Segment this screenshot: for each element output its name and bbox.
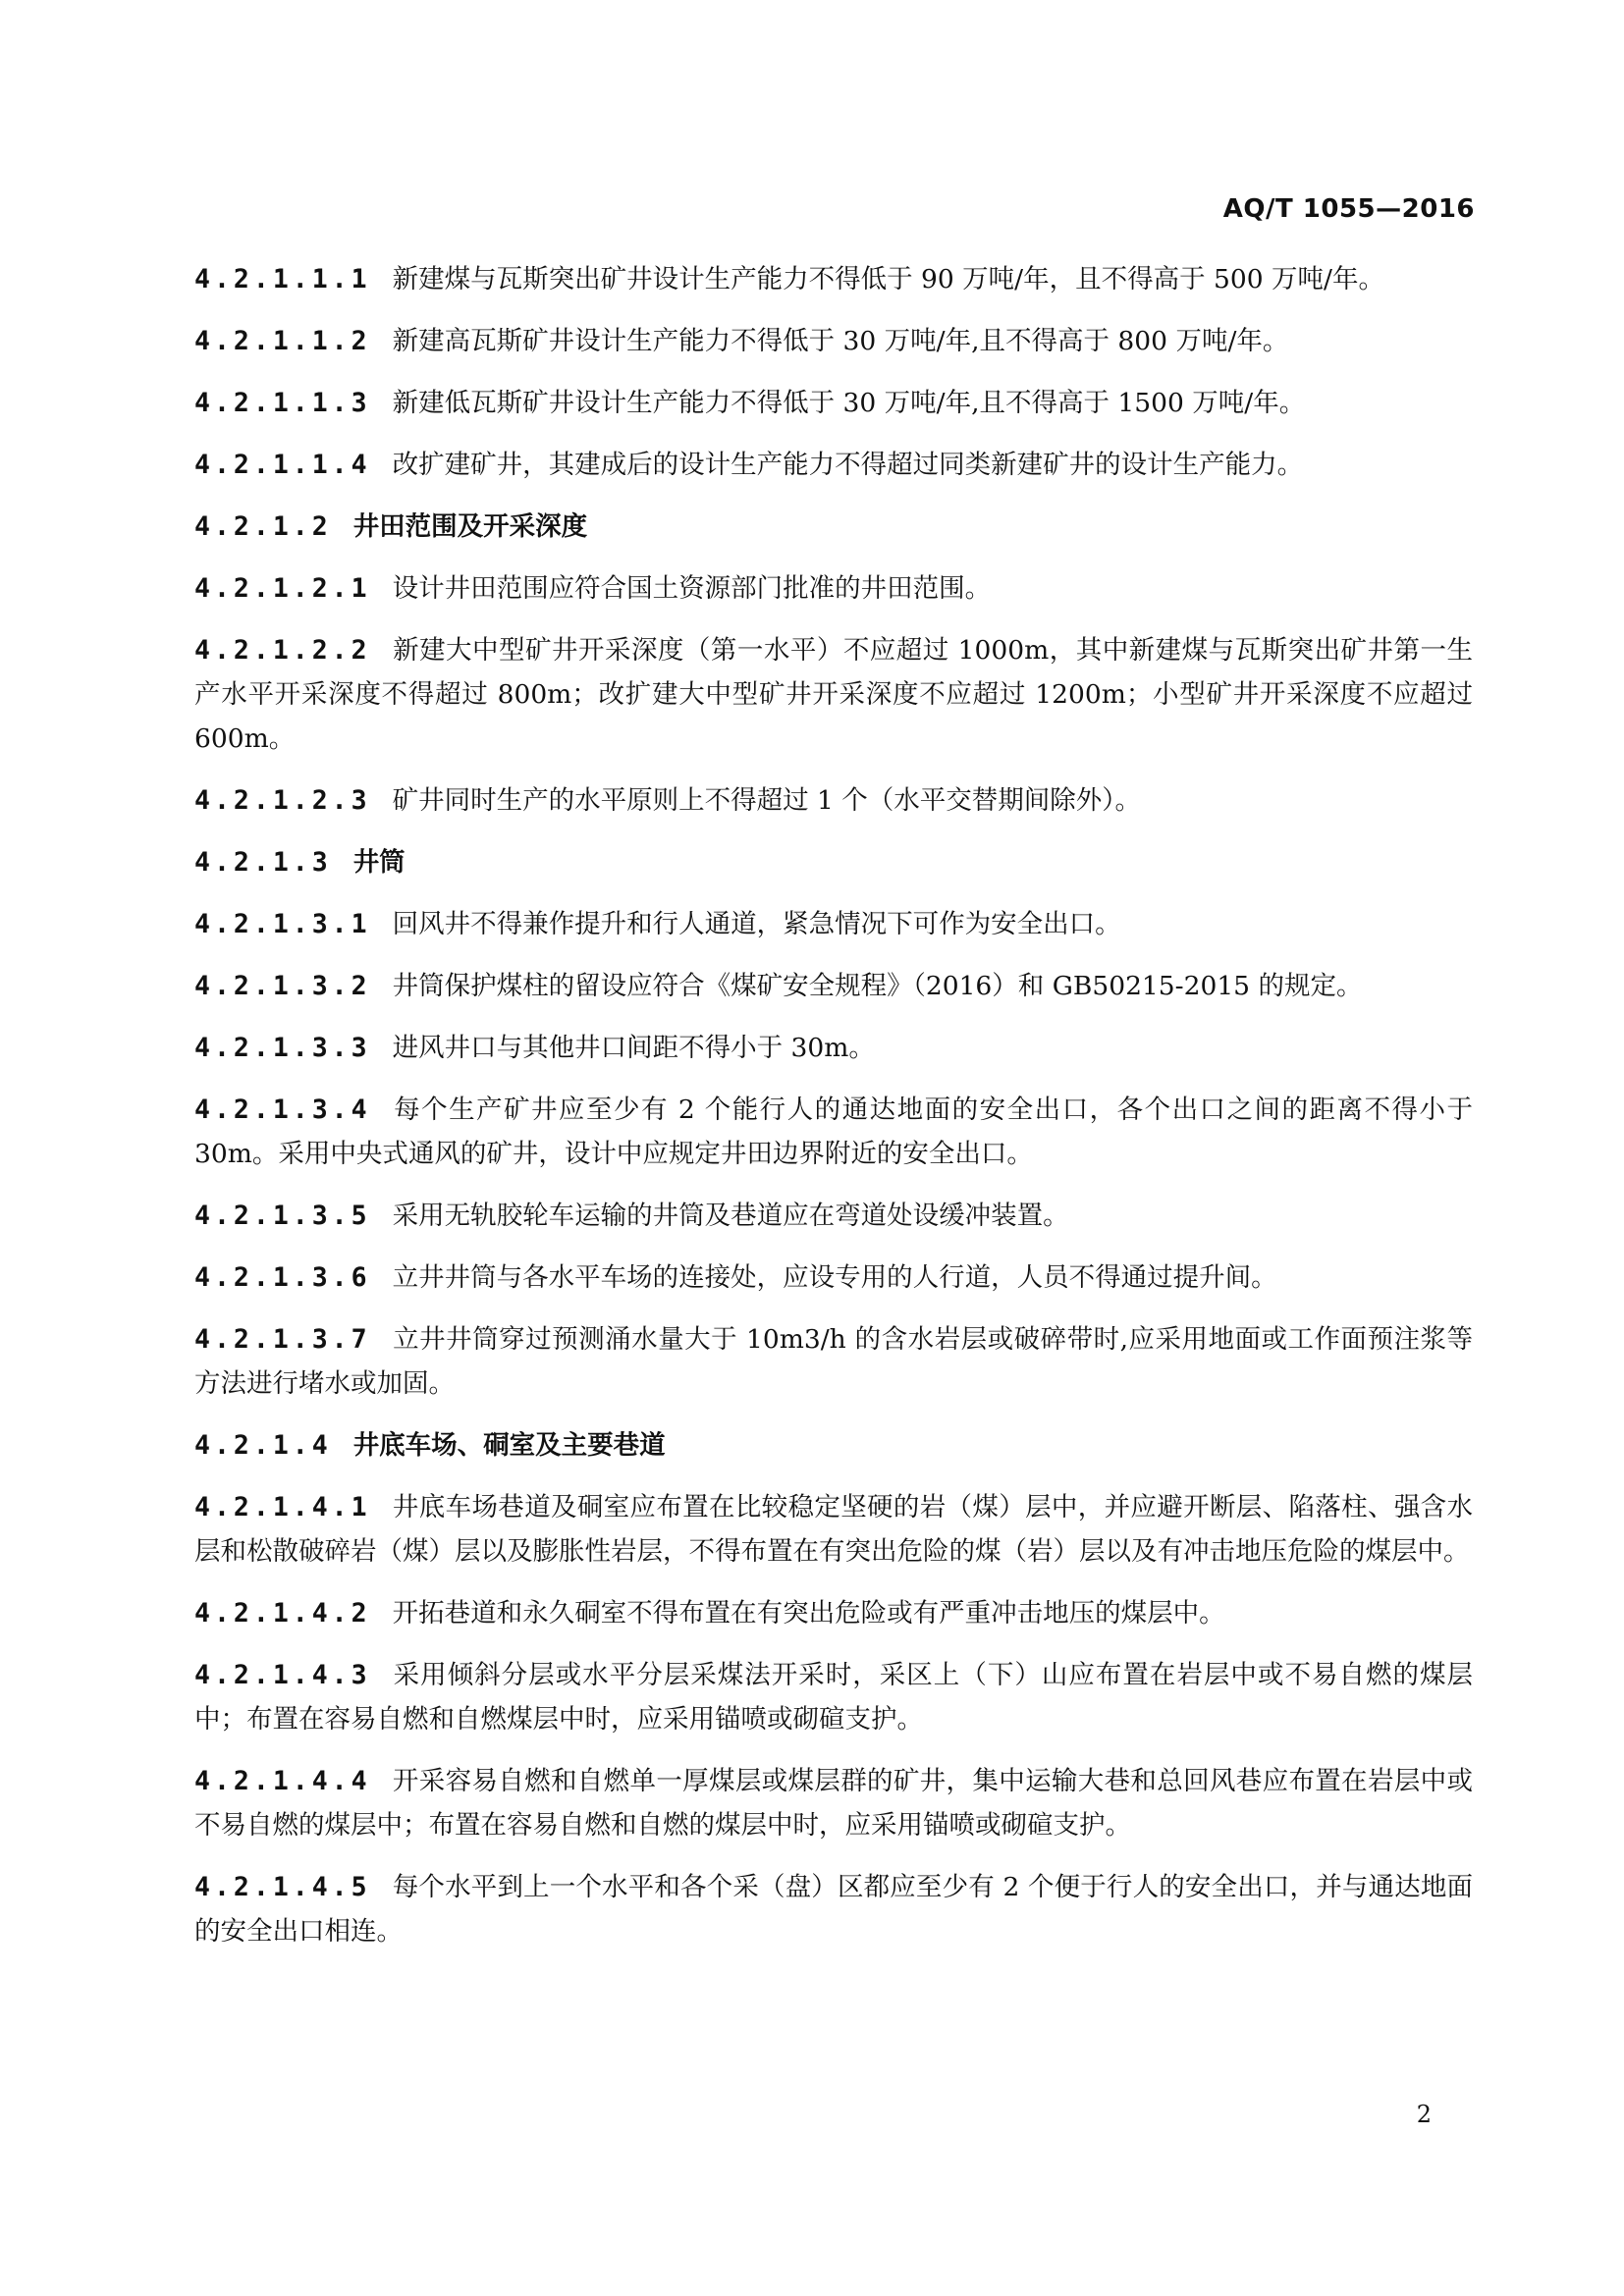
clause-text: 每个水平到上一个水平和各个采（盘）区都应至少有 2 个便于行人的安全出口，并与通达地面的安全出口相连。 [194,1872,1473,1947]
clause-4-2-1-3-2 [194,964,1473,1008]
clause-text: 矿井同时生产的水平原则上不得超过 1 个（水平交替期间除外）。 [392,785,1142,816]
clause-number: 4.2.1.3.1 [194,909,371,939]
clause-number: 4.2.1.3.4 [194,1095,371,1125]
clause-text: 设计井田范围应符合国土资源部门批准的井田范围。 [392,573,992,604]
clause-4-2-1-1-1 [194,257,1473,301]
clause-number: 4.2.1.1.2 [194,326,371,356]
clause-text: 立井井筒与各水平车场的连接处，应设专用的人行道，人员不得通过提升间。 [392,1262,1277,1293]
clause-4-2-1-3-1 [194,902,1473,946]
clause-4-2-1-4-2 [194,1591,1473,1635]
clause-text: 回风井不得兼作提升和行人通道，紧急情况下可作为安全出口。 [392,909,1121,939]
section-number: 4.2.1.2 [194,511,332,542]
section-number: 4.2.1.3 [194,847,332,878]
clause-4-2-1-2-2 [194,628,1473,761]
clause-4-2-1-4-1 [194,1485,1473,1574]
section-heading-4-2-1-3 [194,840,1473,884]
section-title: 井底车场、硐室及主要巷道 [352,1430,666,1461]
clause-text: 新建低瓦斯矿井设计生产能力不得低于 30 万吨/年,且不得高于 1500 万吨/年。 [392,388,1306,418]
clause-4-2-1-4-4 [194,1759,1473,1847]
clause-number: 4.2.1.4.5 [194,1872,371,1902]
clause-number: 4.2.1.4.3 [194,1660,371,1690]
clause-4-2-1-3-6 [194,1255,1473,1300]
clause-number: 4.2.1.4.4 [194,1766,371,1796]
clause-text: 开采容易自燃和自燃单一厚煤层或煤层群的矿井，集中运输大巷和总回风巷应布置在岩层中或不易自燃的煤层中；布置在容易自燃和自燃的煤层中时，应采用锚喷或砌碹支护。 [194,1766,1473,1841]
clause-4-2-1-3-7 [194,1317,1473,1406]
clause-number: 4.2.1.3.6 [194,1262,371,1293]
clause-number: 4.2.1.1.4 [194,450,371,480]
clause-text: 新建高瓦斯矿井设计生产能力不得低于 30 万吨/年,且不得高于 800 万吨/年。 [392,326,1289,356]
clause-4-2-1-4-5 [194,1865,1473,1953]
section-number: 4.2.1.4 [194,1430,332,1461]
clause-number: 4.2.1.1.3 [194,388,371,418]
page-number: 2 [1416,2101,1432,2128]
clause-number: 4.2.1.3.7 [194,1324,371,1355]
clause-text: 采用无轨胶轮车运输的井筒及巷道应在弯道处设缓冲装置。 [392,1201,1069,1231]
clause-number: 4.2.1.4.2 [194,1598,371,1629]
clause-text: 采用倾斜分层或水平分层采煤法开采时，采区上（下）山应布置在岩层中或不易自燃的煤层中；布置在容易自燃和自燃煤层中时，应采用锚喷或砌碹支护。 [194,1660,1473,1735]
section-heading-4-2-1-2 [194,505,1473,549]
clause-4-2-1-1-3 [194,381,1473,425]
clause-number: 4.2.1.2.1 [194,573,371,604]
clause-text: 进风井口与其他井口间距不得小于 30m。 [392,1033,875,1063]
clause-text: 新建大中型矿井开采深度（第一水平）不应超过 1000m，其中新建煤与瓦斯突出矿井第一生产水平开采深度不得超过 800m；改扩建大中型矿井开采深度不应超过 1200m；小型矿井开采深度不应超过 600m。 [194,635,1473,754]
clause-text: 改扩建矿井，其建成后的设计生产能力不得超过同类新建矿井的设计生产能力。 [392,450,1304,480]
clause-text: 立井井筒穿过预测涌水量大于 10m3/h 的含水岩层或破碎带时,应采用地面或工作面预注浆等方法进行堵水或加固。 [194,1324,1473,1399]
clause-4-2-1-4-3 [194,1653,1473,1741]
clause-4-2-1-2-1 [194,566,1473,611]
clause-4-2-1-1-2 [194,319,1473,363]
clause-number: 4.2.1.1.1 [194,264,371,294]
clause-number: 4.2.1.2.3 [194,785,371,816]
clause-number: 4.2.1.3.2 [194,971,371,1001]
section-title: 井筒 [352,847,406,878]
clause-text: 开拓巷道和永久硐室不得布置在有突出危险或有严重冲击地压的煤层中。 [392,1598,1225,1629]
section-heading-4-2-1-4 [194,1423,1473,1468]
clause-4-2-1-2-3 [194,778,1473,823]
section-title: 井田范围及开采深度 [352,511,588,542]
clause-4-2-1-3-3 [194,1026,1473,1070]
clause-text: 井筒保护煤柱的留设应符合《煤矿安全规程》（2016）和 GB50215-2015 的规定。 [392,971,1363,1001]
standard-code: AQ/T 1055—2016 [1222,194,1475,224]
clause-text: 每个生产矿井应至少有 2 个能行人的通达地面的安全出口，各个出口之间的距离不得小于 30m。采用中央式通风的矿井，设计中应规定井田边界附近的安全出口。 [194,1095,1473,1169]
clause-4-2-1-1-4 [194,443,1473,487]
clause-number: 4.2.1.4.1 [194,1492,371,1522]
clause-number: 4.2.1.3.5 [194,1201,371,1231]
clause-number: 4.2.1.2.2 [194,635,371,666]
clause-text: 井底车场巷道及硐室应布置在比较稳定坚硬的岩（煤）层中，并应避开断层、陷落柱、强含水层和松散破碎岩（煤）层以及膨胀性岩层，不得布置在有突出危险的煤（岩）层以及有冲击地压危险的煤层中。 [194,1492,1473,1567]
clause-number: 4.2.1.3.3 [194,1033,371,1063]
clause-4-2-1-3-4 [194,1088,1473,1176]
clause-4-2-1-3-5 [194,1194,1473,1238]
document-body [194,257,1473,1971]
clause-text: 新建煤与瓦斯突出矿井设计生产能力不得低于 90 万吨/年，且不得高于 500 万吨/年。 [392,264,1384,294]
